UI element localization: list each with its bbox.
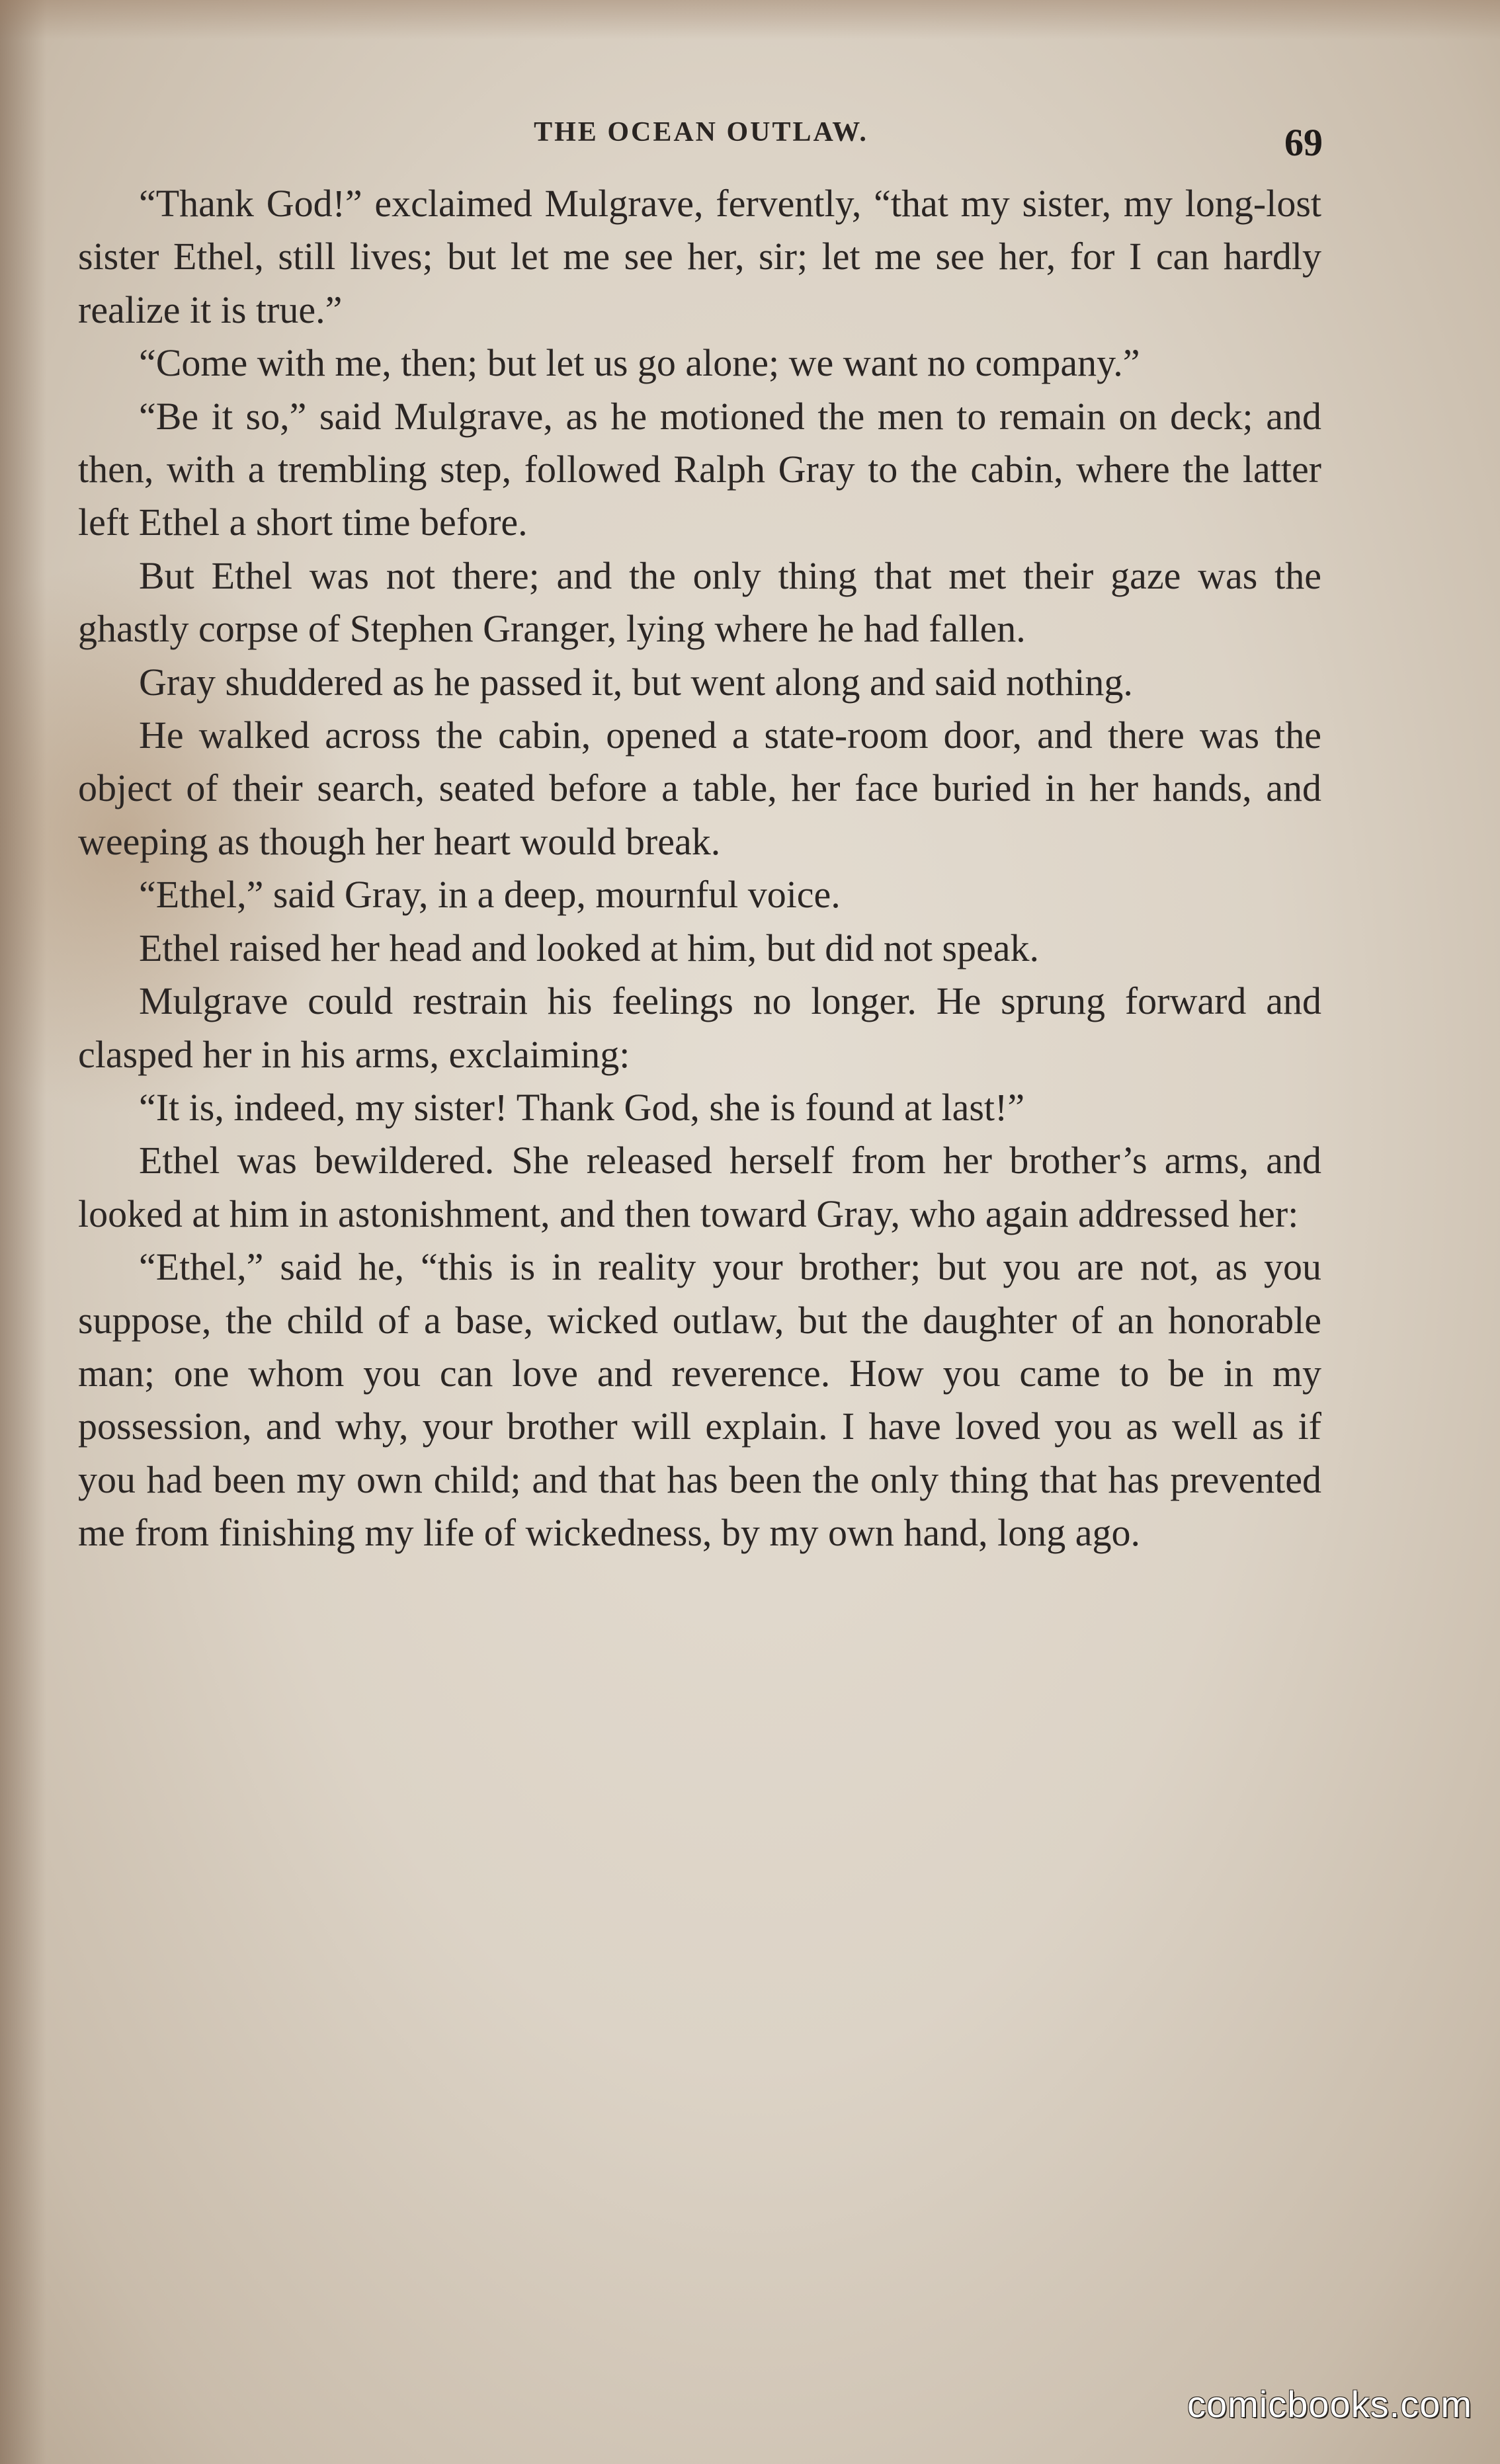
paragraph: But Ethel was not there; and the only thing that met their gaze was the ghastly corpse of Stephen Granger, lying where he had fallen. — [78, 554, 1321, 651]
running-title: THE OCEAN OUTLAW. — [534, 117, 868, 147]
paragraph: Mulgrave could restrain his feelings no longer. He sprung forward and clasped her in his arms, exclaiming: — [78, 979, 1321, 1076]
page-number: 69 — [1284, 121, 1323, 164]
body-text — [78, 177, 1321, 1560]
paragraph: Gray shuddered as he passed it, but went along and said nothing. — [139, 660, 1133, 704]
paragraph: “Be it so,” said Mulgrave, as he motioned the men to remain on deck; and then, with a trembling step, followed Ralph Gray to the cabin, where the latter left Ethel a short time before. — [78, 394, 1321, 544]
watermark: comicbooks.com — [1187, 2383, 1472, 2425]
paragraph: “Come with me, then; but let us go alone; we want no company.” — [139, 341, 1140, 385]
paragraph: He walked across the cabin, opened a state-room door, and there was the object of their search, seated before a table, her face buried in her hands, and weeping as though her heart would break. — [78, 714, 1321, 863]
paragraph: “Ethel,” said he, “this is in reality your brother; but you are not, as you suppose, the child of a base, wicked outlaw, but the daughter of an honorable man; one whom you can love and reverence. How you came to be in my possession, and why, your brother will explain. I have loved you as well as if you had been my own child; and that has been the only thing that has prevented me from finishing my life of wickedness, by my own hand, long ago. — [78, 1245, 1321, 1555]
page-edge-shadow — [0, 0, 46, 2464]
paragraph: “Ethel,” said Gray, in a deep, mournful voice. — [139, 873, 841, 917]
paragraph: “It is, indeed, my sister! Thank God, she is found at last!” — [139, 1085, 1025, 1129]
paragraph: “Thank God!” exclaimed Mulgrave, fervently, “that my sister, my long-lost sister Ethel, still lives; but let me see her, sir; let me see her, for I can hardly realize it is true.” — [78, 182, 1321, 331]
paragraph: Ethel was bewildered. She released herself from her brother’s arms, and looked at him in astonishment, and then toward Gray, who again addressed her: — [78, 1139, 1321, 1235]
page-top-shadow — [0, 0, 1500, 40]
page-header — [79, 111, 1323, 164]
paragraph: Ethel raised her head and looked at him, but did not speak. — [139, 926, 1040, 969]
